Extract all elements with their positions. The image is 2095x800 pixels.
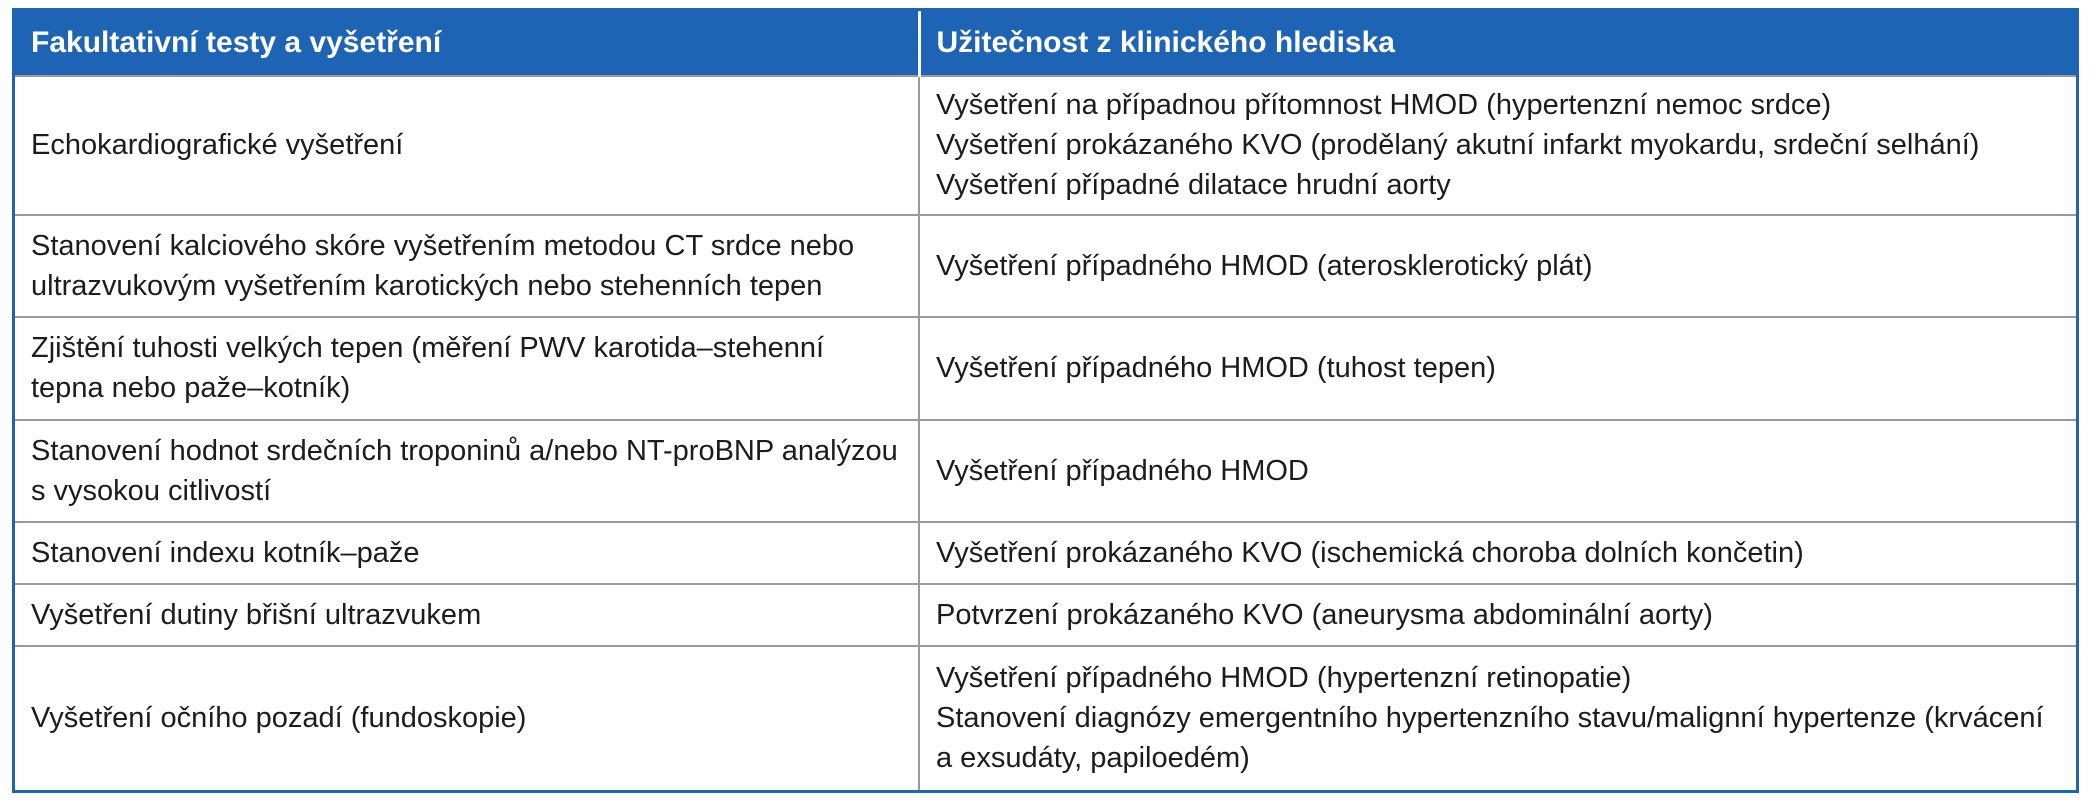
table-row: [15, 646, 2076, 790]
test-cell: Stanovení hodnot srdečních troponinů a/nebo NT-proBNP analýzou s vysokou citlivostí: [15, 420, 919, 522]
usefulness-line: Vyšetření případného HMOD: [936, 454, 1309, 487]
usefulness-cell: [919, 584, 2076, 646]
usefulness-line: Stanovení diagnózy emergentního hypertenzního stavu/malignní hypertenze (krvácení a exsudáty, papiloedém): [936, 702, 2044, 775]
column-header-usefulness: Užitečnost z klinického hlediska: [919, 11, 2076, 76]
test-cell: Zjištění tuhosti velkých tepen (měření PWV karotida–stehenní tepna nebo paže–kotník): [15, 317, 919, 419]
usefulness-line: Vyšetření případného HMOD (hypertenzní retinopatie): [936, 662, 1632, 695]
table-row: [15, 420, 2076, 522]
column-header-tests: Fakultativní testy a vyšetření: [15, 11, 919, 76]
table-row: [15, 215, 2076, 317]
usefulness-cell: [919, 420, 2076, 522]
usefulness-cell: [919, 215, 2076, 317]
usefulness-line: Vyšetření případné dilatace hrudní aorty: [936, 169, 1451, 202]
table-row: [15, 317, 2076, 419]
table-row: [15, 584, 2076, 646]
usefulness-line: Vyšetření prokázaného KVO (ischemická choroba dolních končetin): [936, 537, 1804, 570]
usefulness-line: Vyšetření případného HMOD (aterosklerotický plát): [936, 249, 1593, 282]
table-header-row: [15, 11, 2076, 76]
test-cell: Vyšetření dutiny břišní ultrazvukem: [15, 584, 919, 646]
test-cell: Stanovení indexu kotník–paže: [15, 522, 919, 584]
usefulness-cell: [919, 646, 2076, 790]
table-row: [15, 522, 2076, 584]
table-row: [15, 76, 2076, 215]
usefulness-cell: [919, 317, 2076, 419]
usefulness-cell: [919, 522, 2076, 584]
usefulness-line: Potvrzení prokázaného KVO (aneurysma abdominální aorty): [936, 598, 1713, 631]
usefulness-cell: [919, 76, 2076, 215]
test-cell: Stanovení kalciového skóre vyšetřením metodou CT srdce nebo ultrazvukovým vyšetřením karotických nebo stehenních tepen: [15, 215, 919, 317]
test-cell: Vyšetření očního pozadí (fundoskopie): [15, 646, 919, 790]
test-cell: Echokardiografické vyšetření: [15, 76, 919, 215]
usefulness-line: Vyšetření případného HMOD (tuhost tepen): [936, 352, 1496, 385]
usefulness-line: Vyšetření prokázaného KVO (prodělaný akutní infarkt myokardu, srdeční selhání): [936, 129, 1980, 162]
tests-table: [15, 11, 2076, 790]
tests-table-frame: [12, 8, 2079, 793]
usefulness-line: Vyšetření na případnou přítomnost HMOD (hypertenzní nemoc srdce): [936, 89, 1832, 122]
